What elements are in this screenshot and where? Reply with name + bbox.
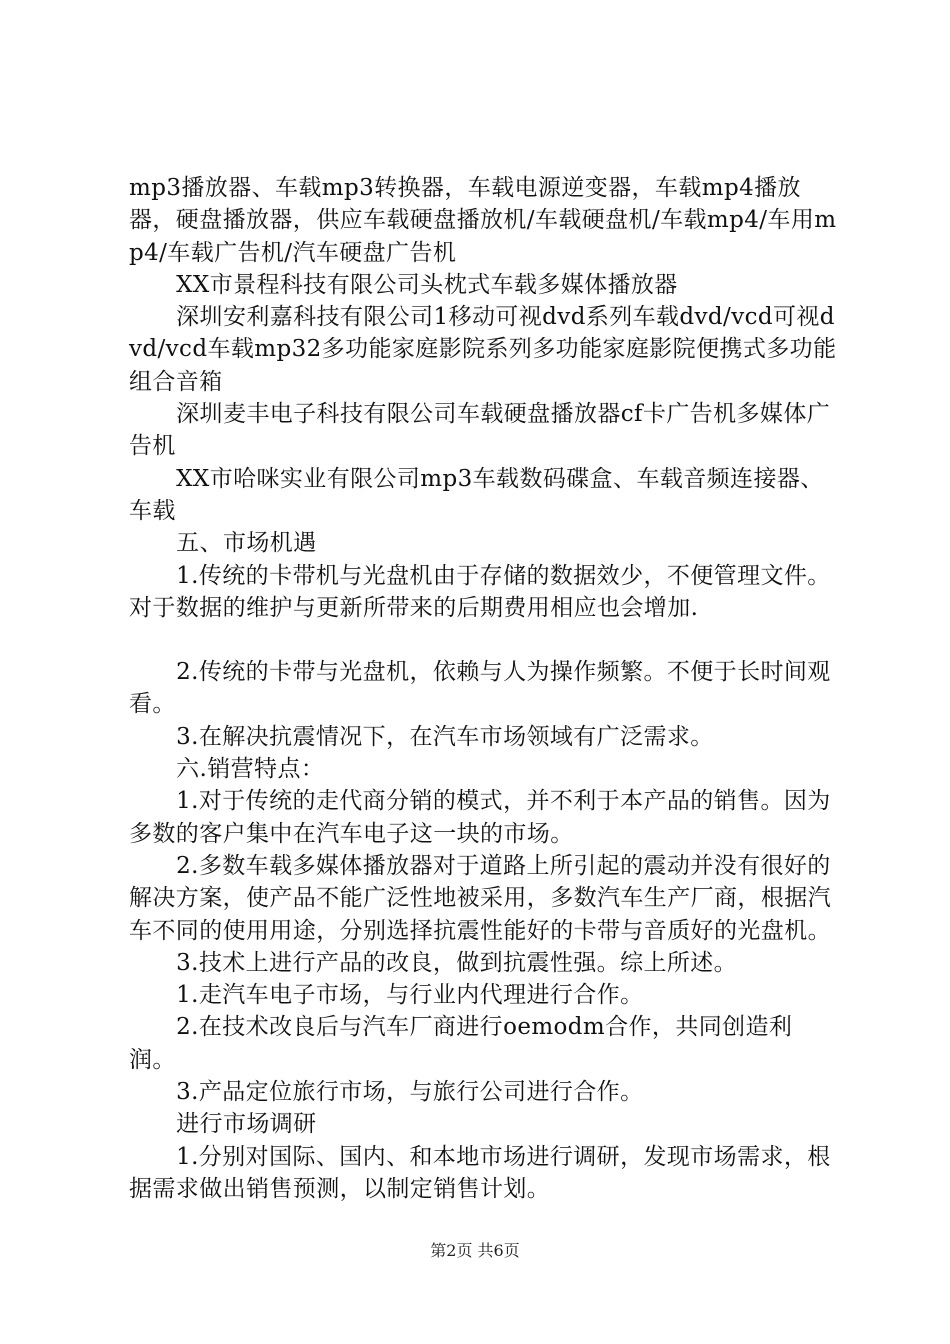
document-body xyxy=(129,172,839,1205)
paragraph: 2.在技术改良后与汽车厂商进行oemodm合作，共同创造利润。 xyxy=(129,1014,793,1073)
paragraph: 2.传统的卡带与光盘机，依赖与人为操作频繁。不便于长时间观看。 xyxy=(129,659,831,718)
paragraph: 3.技术上进行产品的改良，做到抗震性强。综上所述。 xyxy=(176,949,738,976)
paragraph: XX市景程科技有限公司头枕式车载多媒体播放器 xyxy=(176,271,678,298)
section-heading: 六.销营特点： xyxy=(176,756,325,783)
paragraph: XX市哈咪实业有限公司mp3车载数码碟盒、车载音频连接器、车载 xyxy=(129,465,824,524)
paragraph: 进行市场调研 xyxy=(176,1111,317,1138)
paragraph: 2.多数车载多媒体播放器对于道路上所引起的震动并没有很好的解决方案，使产品不能广泛性地被采用，多数汽车生产厂商，根据汽车不同的使用用途，分别选择抗震性能好的卡带与音质好的光盘机。 xyxy=(129,852,831,944)
paragraph: 1.传统的卡带机与光盘机由于存储的数据效少，不便管理文件。对于数据的维护与更新所带来的后期费用相应也会增加. xyxy=(129,562,831,621)
paragraph: 深圳安利嘉科技有限公司1移动可视dvd系列车载dvd/vcd可视dvd/vcd车载mp32多功能家庭影院系列多功能家庭影院便携式多功能组合音箱 xyxy=(129,304,837,395)
paragraph: 深圳麦丰电子科技有限公司车载硬盘播放器cf卡广告机多媒体广告机 xyxy=(129,401,831,460)
paragraph: mp3播放器、车载mp3转换器，车载电源逆变器，车载mp4播放器，硬盘播放器，供应车载硬盘播放机/车载硬盘机/车载mp4/车用mp4/车载广告机/汽车硬盘广告机 xyxy=(129,175,837,266)
paragraph: 3.在解决抗震情况下，在汽车市场领域有广泛需求。 xyxy=(176,723,714,750)
page-number-footer: 第2页 共6页 xyxy=(430,1241,520,1260)
section-heading: 五、市场机遇 xyxy=(176,530,317,557)
paragraph: 1.分别对国际、国内、和本地市场进行调研，发现市场需求，根据需求做出销售预测，以制定销售计划。 xyxy=(129,1143,831,1202)
blank-line xyxy=(129,624,839,656)
paragraph: 1.走汽车电子市场，与行业内代理进行合作。 xyxy=(176,982,644,1009)
paragraph: 1.对于传统的走代商分销的模式，并不利于本产品的销售。因为多数的客户集中在汽车电子这一块的市场。 xyxy=(129,788,831,847)
paragraph: 3.产品定位旅行市场，与旅行公司进行合作。 xyxy=(176,1079,644,1106)
